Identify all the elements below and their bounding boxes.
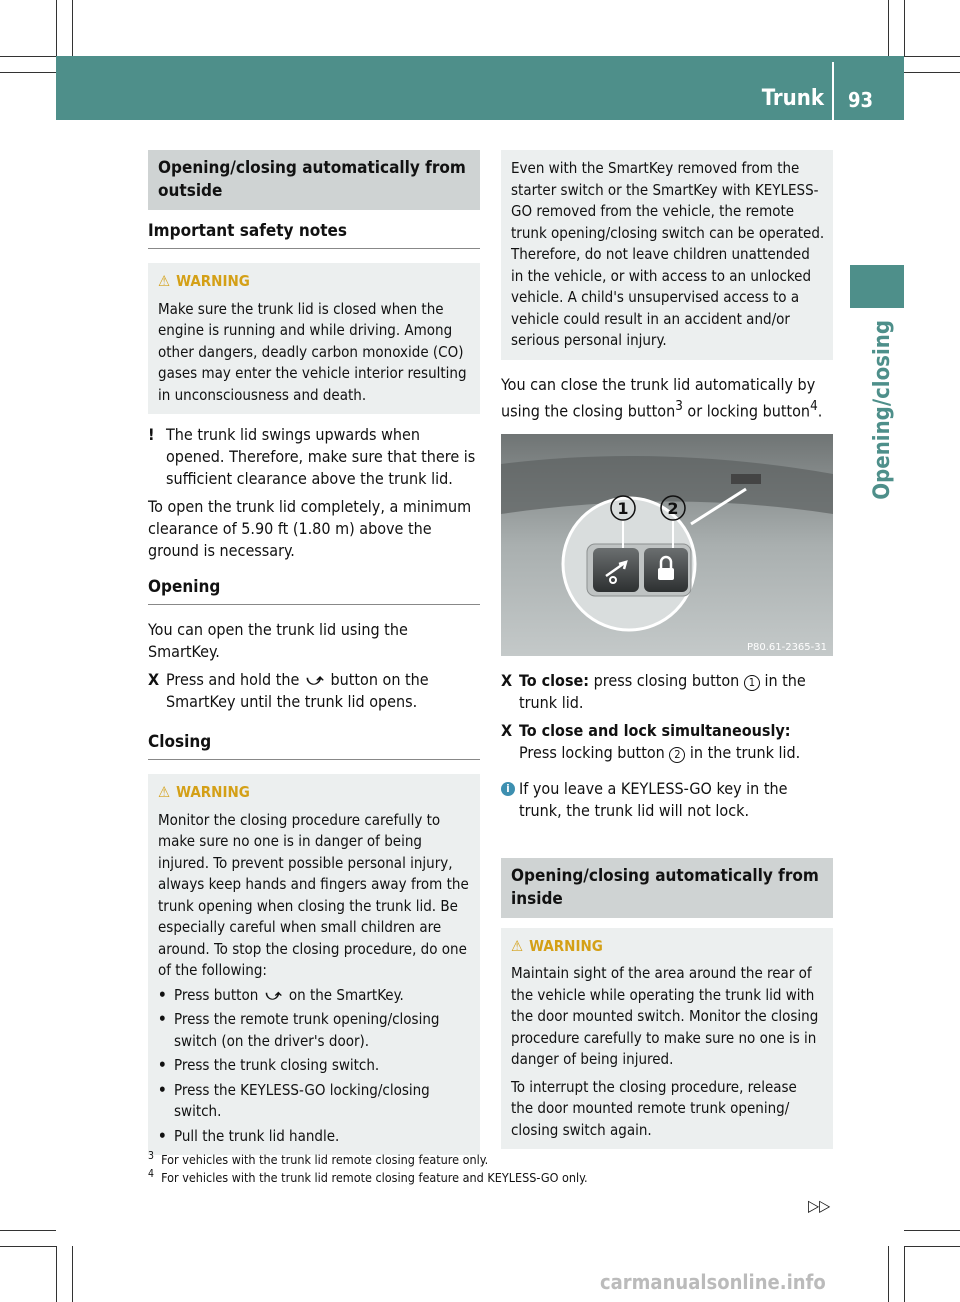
warning-text: Monitor the closing procedure carefully to make sure no one is in danger of being injured. To prevent possible personal injury, always keep hands and fingers away from the trunk opening when closing the trunk lid. Be especially careful when small children are around. To stop the closing procedure, do one of the following: (158, 810, 469, 979)
close-paragraph (501, 374, 833, 422)
trunk-key-icon: ⤻ (306, 670, 324, 689)
list-item-text: Press the trunk closing switch. (174, 1056, 380, 1074)
step-text-after: in the trunk lid. (519, 670, 806, 712)
header-title: Trunk (761, 86, 824, 111)
crop-mark (888, 0, 889, 56)
continue-icon: ▷▷ (808, 1196, 831, 1215)
bullet: • (158, 1056, 167, 1074)
bullet: • (158, 1126, 167, 1145)
trunk-photo-illustration (501, 434, 833, 656)
crop-mark (904, 1230, 960, 1231)
warning-title (158, 271, 470, 293)
photo-code: P80.61-2365-31 (746, 641, 827, 653)
step-marker: X (148, 670, 160, 689)
list-item-text: Press the KEYLESS-GO locking/closing switch. (174, 1080, 430, 1120)
warning-label: WARNING (529, 936, 603, 955)
list-item-text: Pull the trunk lid handle. (174, 1126, 340, 1145)
header-separator (832, 62, 834, 120)
left-column (148, 150, 480, 1155)
page-number: 93 (848, 88, 874, 112)
warning-box (148, 263, 480, 414)
crop-mark (0, 1230, 56, 1231)
step-text: Press and hold the (166, 670, 300, 689)
closing-heading: Closing (148, 731, 480, 760)
list-item (158, 985, 470, 1007)
warning-icon: ⚠ (158, 783, 171, 801)
trunk-key-icon: ⤻ (265, 985, 282, 1004)
crop-mark (0, 56, 56, 57)
info-icon: i (501, 782, 515, 796)
close-lock-step (501, 720, 833, 764)
warning-title (511, 936, 823, 958)
opening-heading: Opening (148, 576, 480, 605)
list-item (158, 1009, 470, 1052)
photo-callout-2: 2 (667, 498, 679, 518)
warning-label: WARNING (176, 783, 250, 801)
side-tab-label (870, 320, 896, 540)
crop-mark (56, 1246, 57, 1302)
warning-box (148, 774, 480, 1155)
footnote-text: For vehicles with the trunk lid remote closing feature and KEYLESS-GO only. (161, 1170, 588, 1186)
warning-icon: ⚠ (511, 936, 524, 955)
opening-text: You can open the trunk lid using the SmartKey. (148, 620, 408, 661)
note-marker: ! (148, 425, 155, 444)
section-title: Opening/closing automatically from outside (148, 150, 480, 210)
crop-mark (72, 1246, 73, 1302)
crop-mark (0, 1246, 56, 1247)
crop-mark (904, 1246, 960, 1247)
warning-text: Make sure the trunk lid is closed when the engine is running and while driving. Among other dangers, deadly carbon monoxide (CO) gases may enter the vehicle interior resulting in unconsciousness and death. (158, 299, 467, 404)
info-box-text: Even with the SmartKey removed from the starter switch or the SmartKey with KEYLESS-GO removed from the vehicle, the remote trunk opening/closing switch can be operated. Therefore, do not leave children unattended in the vehicle, or with access to an unlocked vehicle. A child's unsupervised access to a vehicle could result in an accident and/or serious personal injury. (511, 159, 825, 349)
bullet: • (158, 1080, 167, 1099)
warning-label: WARNING (176, 272, 250, 290)
step-text-after: in the trunk lid. (689, 742, 801, 762)
crop-mark (904, 72, 960, 73)
footnote-ref: 3 (675, 398, 683, 414)
crop-mark (904, 56, 960, 57)
footnote-number: 3 (148, 1150, 154, 1162)
note (148, 424, 480, 490)
crop-mark (888, 1246, 889, 1302)
trunk-button-photo (501, 434, 833, 656)
info-box (501, 150, 833, 360)
list-item (158, 1126, 470, 1148)
photo-callout-1: 1 (617, 498, 629, 518)
watermark: carmanualsonline.info (600, 1270, 826, 1294)
section-title: Opening/closing automatically from inside (501, 858, 833, 918)
step-text: Press locking button (519, 742, 665, 762)
footnote-number: 4 (148, 1168, 154, 1180)
list-item-text: Press the remote trunk opening/closing switch (on the driver's door). (174, 1010, 440, 1050)
opening-step (148, 669, 480, 713)
bullet: • (158, 985, 167, 1004)
step-marker: X (501, 720, 513, 740)
footnote-4 (148, 1166, 588, 1186)
close-step (501, 670, 833, 714)
right-column (501, 150, 833, 1149)
warning-icon: ⚠ (158, 272, 171, 290)
step-bold: To close and lock simultaneously: (519, 720, 791, 740)
warning-box (501, 928, 833, 1150)
step-marker: X (501, 670, 513, 690)
list-item (158, 1080, 470, 1123)
info-note (501, 778, 833, 822)
bullet: • (158, 1010, 167, 1028)
info-note-text: If you leave a KEYLESS-GO key in the trunk, the trunk lid will not lock. (519, 778, 788, 820)
footnote-text: For vehicles with the trunk lid remote closing feature only. (161, 1152, 489, 1168)
close-para-end: . (817, 400, 823, 420)
close-para-text: You can close the trunk lid automatically by using the closing button (501, 374, 816, 420)
list-item-text-after: on the SmartKey. (288, 985, 404, 1004)
safety-heading: Important safety notes (148, 220, 480, 249)
close-para-middle: or locking button (682, 400, 811, 420)
note-text: The trunk lid swings upwards when opened. Therefore, make sure that there is sufficient clearance above the trunk lid. (166, 425, 476, 488)
warning-text: Maintain sight of the area around the rear of the vehicle while operating the trunk lid with the door mounted switch. Monitor the closing procedure carefully to make sure no one is in danger of being injured. (511, 964, 819, 1069)
paragraph: To open the trunk lid completely, a minimum clearance of 5.90 ft (1.80 m) above the ground is necessary. (148, 497, 472, 560)
footnote-ref: 4 (810, 398, 818, 414)
side-tab (850, 265, 904, 308)
crop-mark (904, 1246, 905, 1302)
list-item-text: Press button (174, 985, 259, 1004)
step-text-after: button on the SmartKey until the trunk lid opens. (166, 670, 429, 711)
crop-mark (56, 0, 57, 56)
warning-text-2: To interrupt the closing procedure, release the door mounted remote trunk opening/ closing switch again. (511, 1077, 797, 1139)
crop-mark (0, 72, 56, 73)
crop-mark (72, 0, 73, 56)
callout-number: 1 (744, 675, 760, 691)
step-bold: To close: (519, 670, 590, 690)
side-tab-label-text: Opening/closing (870, 320, 895, 500)
list-item (158, 1055, 470, 1077)
callout-number: 2 (669, 747, 685, 763)
step-text: press closing button (593, 670, 740, 690)
crop-mark (904, 0, 905, 56)
warning-title (158, 782, 470, 804)
